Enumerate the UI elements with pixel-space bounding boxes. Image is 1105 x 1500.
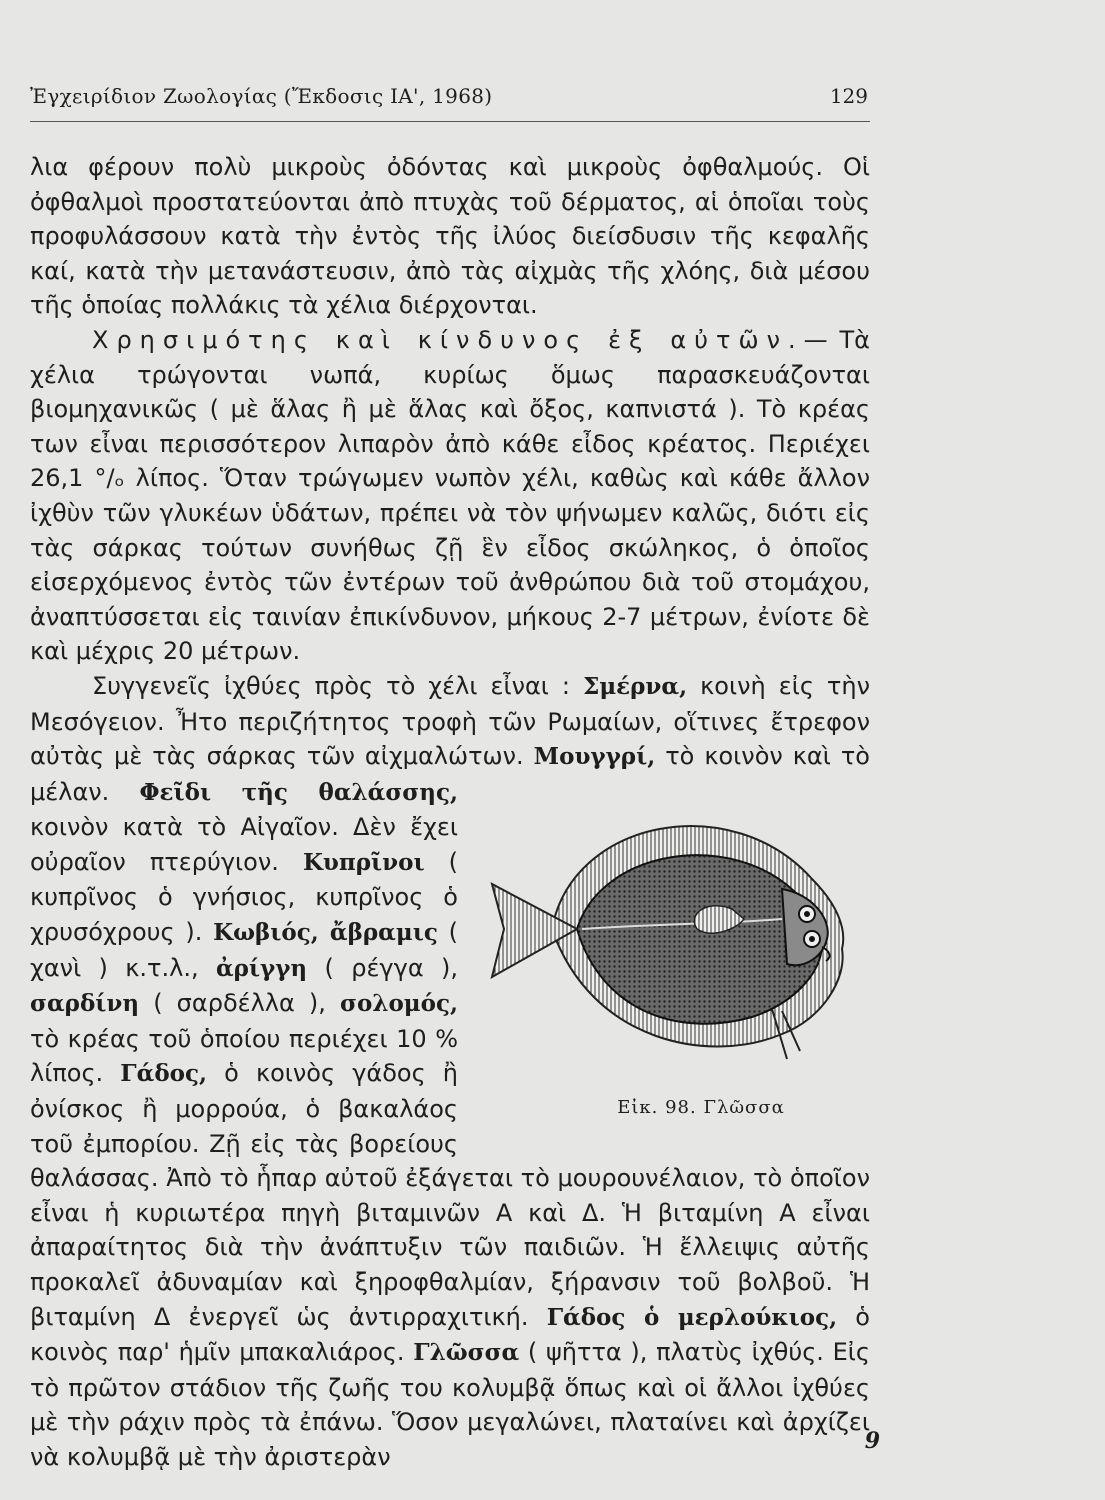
p3-text-e: ( χανὶ ) κ.τ.λ., (30, 918, 458, 982)
p3-text-b: τὸ κοινὸν καὶ τὸ μέλαν. (30, 742, 870, 806)
header-divider (30, 121, 870, 122)
page-number: 129 (829, 84, 868, 108)
p3-text-h: τὸ κρέας τοῦ ὁποίου περιέχει 10 % λίπος. (30, 1024, 458, 1088)
term-merloukios: Γάδος ὁ μερλούκιος, (546, 1303, 838, 1331)
p3-text-j: ὁ κοινὸς παρ' ἡμῖν μπακαλιάρος. (30, 1302, 870, 1367)
term-kyprinoi: Κυπρῖνοι (302, 848, 425, 876)
figure-98 (470, 775, 870, 1151)
p3-text-a: κοινὴ εἰς τὴν Μεσόγειον. Ἦτο περιζήτητος τροφὴ τῶν Ρωμαίων, οἵτινες ἔτρεφον αὐτὰς μὲ τὰς σάρκας τῶν αἰχμαλώτων. (30, 671, 870, 771)
p3-text-d: ( κυπρῖνος ὁ γνήσιος, κυπρῖνος ὁ χρυσόχρους ). (30, 847, 458, 947)
term-arigi: ἀρίγγη (215, 954, 308, 982)
p3-text-k: ( ψῆττα ), πλατὺς ἰχθύς. Εἰς τὸ πρῶτον στάδιον τῆς ζωῆς του κολυμβᾷ ὅπως καὶ οἱ ἄλλοι ἰχθύες μὲ τὴν ράχιν πρὸς τὰ ἐπάνω. Ὅσον μεγαλώνει, πλαταίνει καὶ ἀρχίζει νὰ κολυμβᾷ μὲ τὴν ἀριστερὰν (30, 1338, 870, 1471)
paragraph-2-text: — Τὰ χέλια τρώγονται νωπά, κυρίως ὅμως παρασκευάζονται βιομηχανικῶς ( μὲ ἅλας ἢ μὲ ἅλας καὶ ὄξος, καπνιστά ). Τὸ κρέας των εἶναι περισσότερον λιπαρὸν ἀπὸ κάθε εἶδος κρέατος. Περιέχει 26,1 °/ₒ λίπος. Ὅταν τρώγωμεν νωπὸν χέλι, καθὼς καὶ κάθε ἄλλον ἰχθὺν τῶν γλυκέων ὑδάτων, πρέπει νὰ τὸν ψήνωμεν καλῶς, διότι εἰς τὰς σάρκας τούτων συνήθως ζῇ ἓν εἶδος σκώληκος, ὁ ὁποῖος εἰσερχόμενος ἐντὸς τῶν ἐντέρων τοῦ ἀνθρώπου διὰ τοῦ στομάχου, ἀναπτύσσεται εἰς ταινίαν ἐπικίνδυνον, μήκους 2-7 μέτρων, ἐνίοτε δὲ καὶ μέχρις 20 μέτρων. (30, 325, 870, 666)
paragraph-2 (30, 323, 870, 669)
running-title: Ἐγχειρίδιον Ζωολογίας (Ἔκδοσις ΙΑ', 1968) (30, 84, 493, 108)
term-solomos: σολομός, (340, 990, 458, 1018)
paragraph-1 (30, 150, 870, 323)
term-gados: Γάδος, (120, 1060, 208, 1088)
term-kovios: Κωβιός, ἄβραμις (213, 919, 438, 947)
flatfish-illustration-icon (482, 779, 862, 1079)
term-sardini: σαρδίνη (30, 990, 140, 1018)
paragraph-3 (30, 669, 870, 1475)
p3-intro: Συγγενεῖς ἰχθύες πρὸς τὸ χέλι εἶναι : (92, 671, 571, 700)
p3-text-g: ( σαρδέλλα ), (153, 989, 326, 1018)
term-smerna: Σμέρνα, (583, 672, 688, 700)
term-glossa: Γλῶσσα (413, 1339, 520, 1367)
figure-caption: Εἰκ. 98. Γλῶσσα (617, 1096, 785, 1118)
body-text (30, 150, 870, 1475)
section-heading-usefulness: Χρησιμότης καὶ κίνδυνος ἐξ αὐτῶν. (92, 325, 804, 354)
p3-text-c: κοινὸν κατὰ τὸ Αἰγαῖον. Δὲν ἔχει οὐραῖον πτερύγιον. (30, 813, 458, 876)
term-feidi: Φεῖδι τῆς θαλάσσης, (139, 778, 458, 806)
p3-text-f: ( ρέγγα ), (324, 953, 458, 982)
term-mouggri: Μουγγρί, (533, 743, 656, 771)
p3-text-i: ὁ κοινὸς γάδος ἢ ὀνίσκος ἢ μορρούα, ὁ βακαλάος τοῦ ἐμπορίου. Ζῇ εἰς τὰς βορείους θαλάσσας. Ἀπὸ τὸ ἧπαρ αὐτοῦ ἐξάγεται τὸ μουρουνέλαιον, τὸ ὁποῖον εἶναι ἡ κυριωτέρα πηγὴ βιταμινῶν Α καὶ Δ. Ἡ βιταμίνη Α εἶναι ἀπαραίτητος διὰ τὴν ἀνάπτυξιν τῶν παιδιῶν. Ἡ ἔλλειψις αὐτῆς προκαλεῖ ἀδυναμίαν καὶ ξηροφθαλμίαν, ξήρανσιν τοῦ βολβοῦ. Ἡ βιταμίνη Δ ἐνεργεῖ ὡς ἀντιρραχιτική. (30, 1059, 870, 1331)
signature-mark: 9 (864, 1428, 880, 1454)
paragraph-1-text: λια φέρουν πολὺ μικροὺς ὀδόντας καὶ μικροὺς ὀφθαλμούς. Οἱ ὀφθαλμοὶ προστατεύονται ἀπὸ πτυχὰς τοῦ δέρματος, αἱ ὁποῖαι τοὺς προφυλάσσουν κατὰ τὴν ἐντὸς τῆς ἰλύος διείσδυσιν τῆς κεφαλῆς καί, κατὰ τὴν μετανάστευσιν, ἀπὸ τὰς αἰχμὰς τῆς χλόης, διὰ μέσου τῆς ὁποίας πολλάκις τὰ χέλια διέρχονται. (30, 153, 870, 320)
